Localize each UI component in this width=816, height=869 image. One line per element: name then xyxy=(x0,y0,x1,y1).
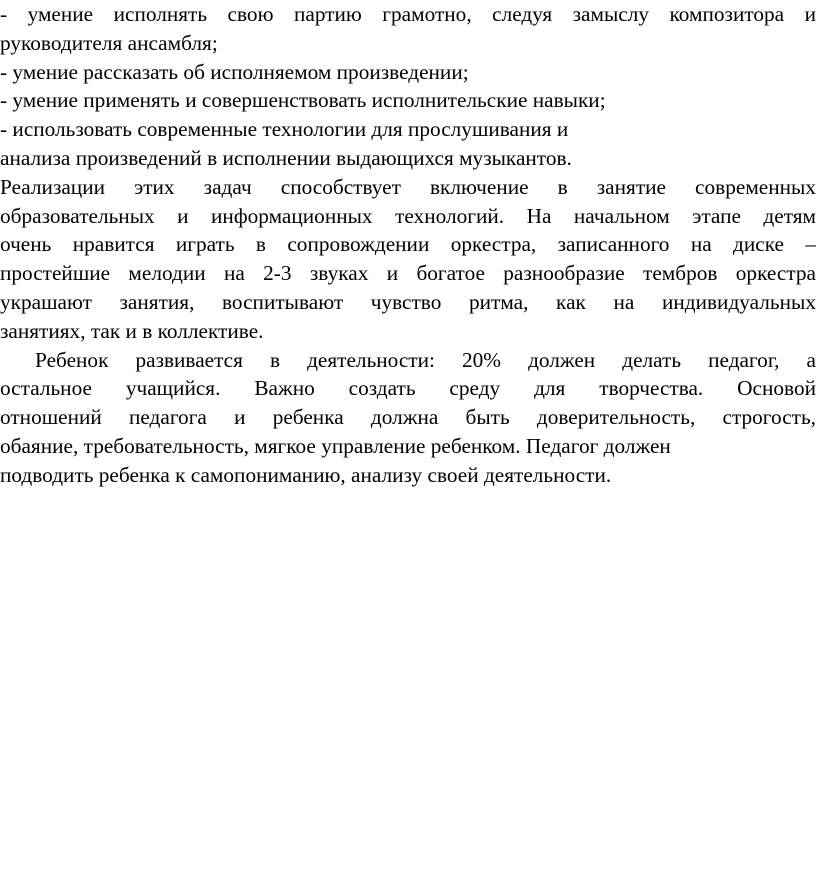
text-line: - умение применять и совершенствовать исполнительские навыки; xyxy=(0,88,606,113)
text-line: украшают занятия, воспитывают чувство ритма, как на индивидуальных xyxy=(0,289,816,314)
text-line: занятиях, так и в коллективе. xyxy=(0,318,264,343)
text-line: Ребенок развивается в деятельности: 20% должен делать педагог, а xyxy=(35,347,816,372)
text-line: - умение исполнять свою партию грамотно, следуя замыслу композитора и xyxy=(0,2,816,26)
text-line: очень нравится играть в сопровождении оркестра, записанного на диске – xyxy=(0,232,816,257)
text-line: руководителя ансамбля; xyxy=(0,30,218,55)
text-line: Реализации этих задач способствует включение в занятие современных xyxy=(0,174,816,199)
text-line: образовательных и информационных технологий. На начальном этапе детям xyxy=(0,203,816,228)
text-line: остальное учащийся. Важно создать среду для творчества. Основой xyxy=(0,376,816,401)
text-line: обаяние, требовательность, мягкое управление ребенком. Педагог должен xyxy=(0,433,671,458)
text-line: отношений педагога и ребенка должна быть доверительность, строгость, xyxy=(0,405,816,430)
text-line: простейшие мелодии на 2-3 звуках и богатое разнообразие тембров оркестра xyxy=(0,261,816,286)
text-line: - использовать современные технологии для прослушивания и xyxy=(0,117,569,142)
text-line: - умение рассказать об исполняемом произведении; xyxy=(0,59,469,84)
text-line: подводить ребенка к самопониманию, анализу своей деятельности. xyxy=(0,462,612,487)
text-line: анализа произведений в исполнении выдающихся музыкантов. xyxy=(0,145,572,170)
